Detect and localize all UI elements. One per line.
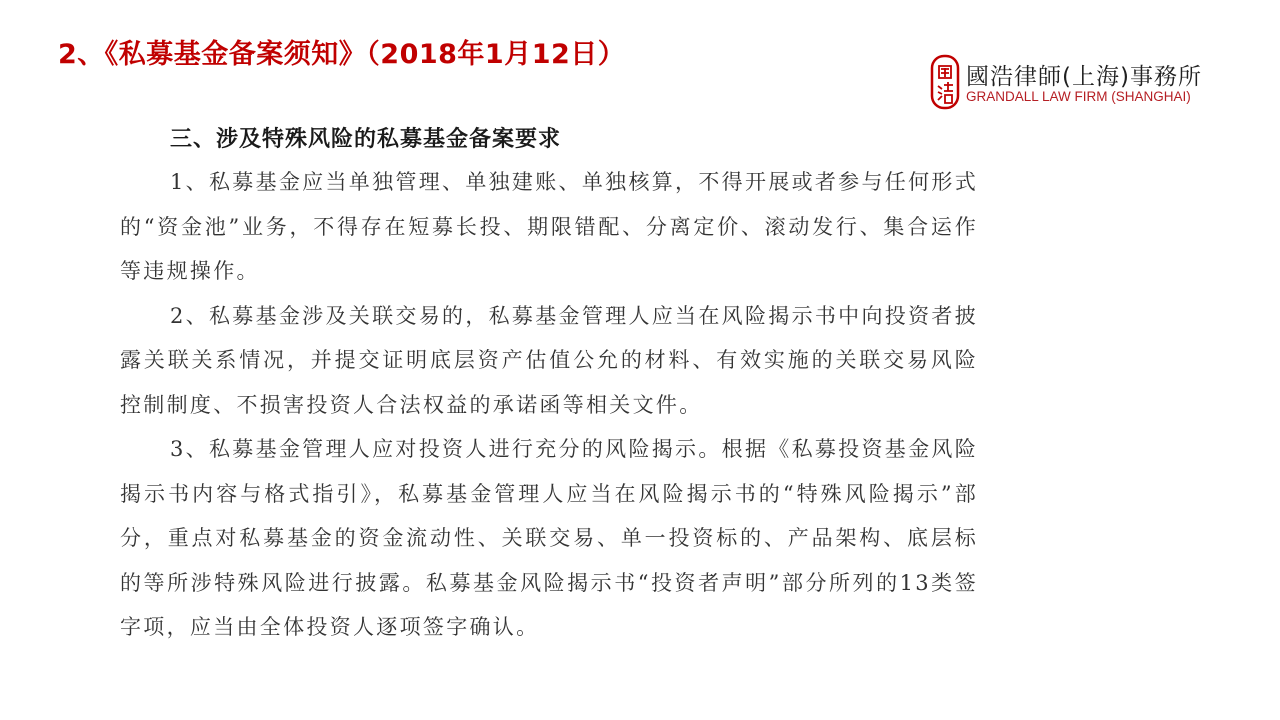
section-heading: 三、涉及特殊风险的私募基金备案要求 bbox=[170, 127, 562, 152]
paragraph-2: 2、私募基金涉及关联交易的，私募基金管理人应当在风险揭示书中向投资者披露关联关系情况，并提交证明底层资产估值公允的材料、有效实施的关联交易风险控制制度、不损害投资人合法权益的承诺函等相关文件。 bbox=[120, 303, 978, 417]
body-text bbox=[120, 160, 978, 650]
slide-title: 2、《私募基金备案须知》（2018年1月12日） bbox=[58, 39, 626, 70]
seal-icon bbox=[930, 54, 960, 110]
paragraph-1: 1、私募基金应当单独管理、单独建账、单独核算，不得开展或者参与任何形式的“资金池”业务，不得存在短募长投、期限错配、分离定价、滚动发行、集合运作等违规操作。 bbox=[120, 170, 978, 283]
paragraph-3: 3、私募基金管理人应对投资人进行充分的风险揭示。根据《私募投资基金风险揭示书内容与格式指引》，私募基金管理人应当在风险揭示书的“特殊风险揭示”部分，重点对私募基金的资金流动性、关联交易、单一投资标的、产品架构、底层标的等所涉特殊风险进行披露。私募基金风险揭示书“投资者声明”部分所列的13类签字项，应当由全体投资人逐项签字确认。 bbox=[120, 437, 978, 639]
firm-logo bbox=[930, 54, 1220, 114]
firm-name-english: GRANDALL LAW FIRM (SHANGHAI) bbox=[966, 89, 1191, 104]
firm-name-chinese: 國浩律師(上海)事務所 bbox=[966, 64, 1202, 90]
